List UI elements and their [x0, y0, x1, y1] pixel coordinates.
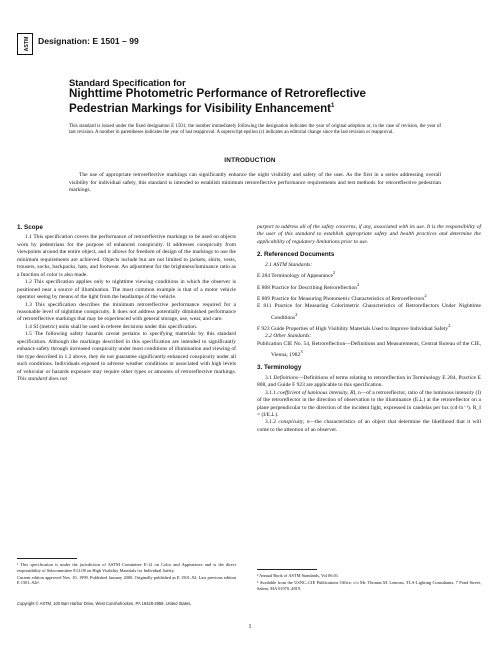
- paragraph-3-1: 3.1 Definitions—Definitions of terms relating to retroreflection in Terminology E 284, Practice E 808, and Guide F 923 are applicable to this specification.: [257, 374, 481, 389]
- footnote-rule-right: [257, 569, 317, 570]
- page-number: 1: [248, 624, 252, 630]
- footnote-1: ¹ This specification is under the jurisdiction of ASTM Committee E-12 on Color and Appearance and is the direct responsibility of Subcommittee E12.08 on High Visibility Materials for Individual Safety.: [17, 562, 236, 573]
- reference-cie-54: Publication CIE No. 54, Retroreflection—Definitions and Measurements, Central Bureau of the CIE, Vienna, 1982$^3$: [257, 340, 481, 358]
- left-column: [17, 224, 236, 384]
- section-heading-scope: 1. Scope: [17, 224, 43, 231]
- footnote-rule-left: [17, 558, 77, 559]
- reference-e284: E 284 Terminology of Appearance$^2$: [257, 270, 336, 280]
- right-column: [257, 224, 481, 434]
- reference-e811: E 811 Practice for Measuring Colorimetric Characteristics of Retroreflectors Under Nighttime Conditions$^2$: [257, 303, 481, 321]
- footnote-3: ³ Available from the USNC–CIE Publications Office, c/o Mr. Thomas M. Lemons, TLA-Lighting Consultants, 7 Pond Street, Salem, MA 01970–4819.: [257, 579, 481, 591]
- paragraph-1-5-continued: purport to address all of the safety concerns, if any, associated with its use. It is the responsibility of the user of this standard to establish appropriate safety and health practices and determine the applicability of regulatory limitations prior to use.: [257, 224, 481, 245]
- title-line2: Nighttime Photometric Performance of Retroreflective: [69, 87, 366, 100]
- paragraph-1-5: 1.5 The following safety hazards caveat pertains to specifying materials by this standard specification. Although the markings described in this specification are intended to significantly enhance safety through increased conspicuity under most conditions of illumination and viewing of the type described in 1.2 above, they do not guarantee significantly enhanced conspicuity under all such conditions. Individuals exposed to adverse weather conditions or associated with high levels of vehicular or hazards exposure may require other types or amounts of retroreflective markings. This standard does not: [17, 331, 236, 383]
- footnote-1-edition: Current edition approved Nov. 10, 1999. Published January 2000. Originally published as E 1501–92. Last previous edition E 1501–92ε¹.: [17, 574, 236, 586]
- title-block: [69, 77, 449, 115]
- issue-note: This standard is issued under the fixed designation E 1501; the number immediately following the designation indicates the year of original adoption or, in the case of revision, the year of last revision. A number in parentheses indicates the year of last reapproval. A superscript epsilon (ε) indicates an editorial change since the last revision or reapproval.: [69, 124, 441, 136]
- reference-e808: E 808 Practice for Describing Retroreflection$^2$: [257, 281, 360, 291]
- astm-logo-icon: [17, 33, 33, 55]
- introduction-heading: INTRODUCTION: [224, 157, 276, 164]
- title-footnote-mark[interactable]: 1: [331, 103, 335, 109]
- footnote-2: ² Annual Book of ASTM Standards, Vol 06.01.: [257, 573, 340, 578]
- footnotes-left: [17, 562, 236, 587]
- paragraph-1-1: 1.1 This specification covers the performance of retroreflective markings to be used on objects worn by pedestrians for the purpose of enhanced conspicuity. It addresses conspicuity from viewpoints around the entire object, and it allows for freedom of design of the markings to use the minimum requirements are achieved. Objects include but are not limited to jackets, shirts, vests, trousers, socks, backpacks, hats, and footwear. An adjustment for the brightness/luminance ratio as a function of color is also made.: [17, 234, 236, 278]
- title-line3: Pedestrian Markings for Visibility Enhancement$^1$: [69, 101, 335, 115]
- reference-f923: F 923 Guide Properties of High Visibility Materials Used to Improve Individual Safety$^2$: [257, 322, 451, 332]
- reference-e809: E 809 Practice for Measuring Photometric Characteristics of Retroreflectors$^2$: [257, 292, 427, 302]
- paragraph-3-1-1: 3.1.1 coefficient of luminous intensity, RI, n—of a retroreflector, ratio of the luminous intensity (I) of the retroreflector in the direction of observation to the illuminance (E⊥) at the retroreflector on a plane perpendicular to the direction of the incident light, expressed in candelas per lux (cd·lx⁻¹). R_I = (I/E⊥).: [257, 389, 481, 419]
- svg-text:ASTM: ASTM: [24, 36, 30, 52]
- paragraph-1-2: 1.2 This specification applies only to nighttime viewing conditions in which the observer is positioned near a source of illumination. The most common example is that of a motor vehicle operator seeing by means of the light from the headlamps of the vehicle.: [17, 279, 236, 301]
- title-line1: Standard Specification for: [69, 77, 186, 88]
- introduction-text: The use of appropriate retroreflective markings can significantly enhance the night visibility and safety of the user. As the first in a series addressing overall visibility for individual safety, this standard is intended to establish minimum retroreflective performance requirements and test methods for retroreflective pedestrian markings.: [69, 172, 441, 194]
- paragraph-1-4: 1.4 SI (metric) units shall be used in referee decisions under this specification.: [25, 323, 198, 330]
- section-heading-referenced-documents: 2. Referenced Documents: [257, 251, 335, 259]
- section-heading-terminology: 3. Terminology: [257, 364, 302, 372]
- copyright-notice: Copyright © ASTM, 100 Barr Harbor Drive, West Conshohocken, PA 19428-2959, United States.: [17, 601, 192, 606]
- paragraph-3-1-2: 3.1.2 conspicuity, n—the characteristics of an object that determine the likelihood that it will come to the attention of an observer.: [257, 419, 481, 433]
- footnotes-right: [257, 573, 481, 592]
- astm-standards-heading: 2.1 ASTM Standards:: [265, 261, 313, 268]
- other-standards-heading: 2.2 Other Standards:: [265, 333, 312, 340]
- paragraph-1-3: 1.3 This specification describes the minimum retroreflective performance required for a reasonable level of nighttime conspicuity. It does not address potentially diminished performance of retroreflective markings that may be experienced with general storage, use, wear, and care.: [17, 301, 236, 323]
- designation: Designation: E 1501 – 99: [38, 36, 139, 46]
